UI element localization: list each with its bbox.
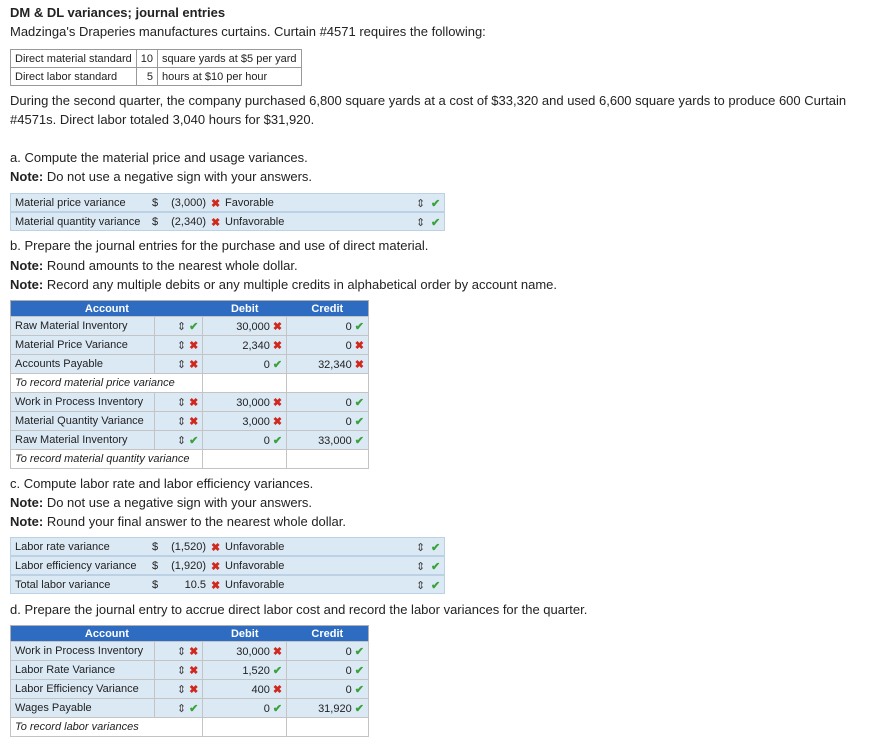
- variance-amount-input[interactable]: (1,920): [171, 560, 206, 572]
- variance-amount-input[interactable]: 10.5: [184, 579, 206, 591]
- account-select[interactable]: Material Quantity Variance: [11, 412, 155, 431]
- account-status: [155, 393, 203, 412]
- part-c-note-2: Note: Round your final answer to the nearest whole dollar.: [10, 514, 347, 529]
- updown-icon[interactable]: ⇕: [416, 542, 426, 554]
- part-b-note-2: Note: Record any multiple debits or any multiple credits in alphabetical order by account name.: [10, 277, 557, 292]
- journal-caption-row: [11, 718, 369, 737]
- credit-input[interactable]: [287, 393, 369, 412]
- part-d-journal-table: [10, 625, 369, 737]
- debit-value: 30,000: [236, 320, 270, 333]
- updown-icon[interactable]: ⇕: [416, 217, 426, 229]
- credit-input[interactable]: [287, 680, 369, 699]
- scenario-line-2: #4571s. Direct labor totaled 3,040 hours for $31,920.: [10, 112, 315, 127]
- credit-header: Credit: [287, 626, 369, 642]
- updown-icon[interactable]: ⇕: [416, 580, 426, 592]
- updown-icon[interactable]: ⇕: [176, 664, 187, 677]
- journal-row: [11, 680, 369, 699]
- credit-input[interactable]: [287, 661, 369, 680]
- check-icon: ✔: [189, 434, 199, 447]
- debit-value: 0: [263, 358, 270, 371]
- credit-value: 0: [345, 645, 352, 658]
- account-status: [155, 336, 203, 355]
- account-select[interactable]: Wages Payable: [11, 699, 155, 718]
- part-a-question: a. Compute the material price and usage variances.: [10, 150, 308, 165]
- check-icon: ✔: [272, 434, 283, 447]
- variance-row: [10, 212, 445, 231]
- check-icon: ✔: [272, 664, 283, 677]
- updown-icon[interactable]: ⇕: [176, 702, 187, 715]
- part-a-note: Note: Do not use a negative sign with your answers.: [10, 169, 313, 184]
- check-icon: ✔: [354, 683, 364, 696]
- credit-header: Credit: [287, 301, 369, 317]
- check-icon: ✔: [431, 198, 441, 210]
- debit-value: 0: [263, 434, 270, 447]
- x-icon: ✖: [354, 339, 364, 352]
- debit-input[interactable]: [203, 393, 287, 412]
- account-select[interactable]: Raw Material Inventory: [11, 317, 155, 336]
- credit-input[interactable]: [287, 317, 369, 336]
- journal-row: [11, 431, 369, 450]
- updown-icon[interactable]: ⇕: [416, 561, 426, 573]
- account-status: [155, 680, 203, 699]
- x-icon: ✖: [211, 561, 221, 573]
- updown-icon[interactable]: ⇕: [176, 358, 187, 371]
- x-icon: ✖: [211, 542, 221, 554]
- check-icon: ✔: [354, 434, 364, 447]
- debit-input[interactable]: [203, 431, 287, 450]
- x-icon: ✖: [189, 396, 199, 409]
- debit-header: Debit: [203, 626, 287, 642]
- empty-cell: [203, 374, 287, 393]
- part-b-question: b. Prepare the journal entries for the purchase and use of direct material.: [10, 238, 429, 253]
- x-icon: ✖: [189, 415, 199, 428]
- journal-row: [11, 355, 369, 374]
- check-icon: ✔: [272, 702, 283, 715]
- x-icon: ✖: [272, 320, 283, 333]
- x-icon: ✖: [272, 339, 283, 352]
- debit-value: 2,340: [242, 339, 270, 352]
- x-icon: ✖: [189, 683, 199, 696]
- part-d-question: d. Prepare the journal entry to accrue direct labor cost and record the labor variances for the quarter.: [10, 602, 588, 617]
- debit-input[interactable]: [203, 355, 287, 374]
- debit-value: 1,520: [242, 664, 270, 677]
- standard-desc: hours at $10 per hour: [158, 68, 302, 86]
- x-icon: ✖: [354, 358, 364, 371]
- x-icon: ✖: [272, 396, 283, 409]
- credit-value: 0: [345, 320, 352, 333]
- x-icon: ✖: [211, 217, 221, 229]
- x-icon: ✖: [272, 683, 283, 696]
- variance-amount-input[interactable]: (2,340): [171, 216, 206, 228]
- check-icon: ✔: [189, 702, 199, 715]
- scenario-line-1: During the second quarter, the company purchased 6,800 square yards at a cost of $33,320 and used 6,600 square yards to produce 600 Curtain: [10, 93, 847, 108]
- variance-label: Labor efficiency variance: [15, 560, 137, 572]
- check-icon: ✔: [354, 702, 364, 715]
- account-select[interactable]: Labor Efficiency Variance: [11, 680, 155, 699]
- variance-result-select[interactable]: Unfavorable: [225, 560, 285, 572]
- variance-row: [10, 575, 445, 594]
- credit-input[interactable]: [287, 336, 369, 355]
- account-header: Account: [11, 626, 203, 642]
- intro-text: Madzinga's Draperies manufactures curtains. Curtain #4571 requires the following:: [10, 24, 486, 39]
- updown-icon[interactable]: ⇕: [176, 415, 187, 428]
- empty-cell: [203, 718, 287, 737]
- account-select[interactable]: Labor Rate Variance: [11, 661, 155, 680]
- debit-input[interactable]: [203, 412, 287, 431]
- debit-input[interactable]: [203, 336, 287, 355]
- credit-value: 0: [345, 339, 352, 352]
- credit-value: 0: [345, 664, 352, 677]
- check-icon: ✔: [431, 217, 441, 229]
- x-icon: ✖: [272, 415, 283, 428]
- check-icon: ✔: [354, 396, 364, 409]
- dollar-sign: $: [152, 560, 159, 572]
- debit-input[interactable]: [203, 317, 287, 336]
- check-icon: ✔: [354, 664, 364, 677]
- part-b-journal-table: [10, 300, 369, 469]
- x-icon: ✖: [189, 664, 199, 677]
- x-icon: ✖: [211, 198, 221, 210]
- part-c-question: c. Compute labor rate and labor efficiency variances.: [10, 476, 314, 491]
- standard-row: [11, 50, 302, 68]
- part-c-note-1: Note: Do not use a negative sign with your answers.: [10, 495, 313, 510]
- debit-input[interactable]: [203, 661, 287, 680]
- standard-row: [11, 68, 302, 86]
- x-icon: ✖: [272, 645, 283, 658]
- updown-icon[interactable]: ⇕: [176, 645, 187, 658]
- credit-value: 31,920: [318, 702, 352, 715]
- check-icon: ✔: [431, 580, 441, 592]
- updown-icon[interactable]: ⇕: [176, 320, 187, 333]
- debit-input[interactable]: [203, 699, 287, 718]
- journal-row: [11, 393, 369, 412]
- journal-row: [11, 317, 369, 336]
- variance-result-select[interactable]: Unfavorable: [225, 579, 285, 591]
- variance-row: [10, 193, 445, 212]
- debit-value: 30,000: [236, 645, 270, 658]
- journal-caption-row: [11, 450, 369, 469]
- journal-row: [11, 336, 369, 355]
- entry-description: To record material price variance: [11, 374, 203, 393]
- variance-result-select[interactable]: Favorable: [225, 197, 274, 209]
- empty-cell: [287, 374, 369, 393]
- debit-value: 0: [263, 702, 270, 715]
- variance-result-select[interactable]: Unfavorable: [225, 216, 285, 228]
- check-icon: ✔: [354, 320, 364, 333]
- check-icon: ✔: [272, 358, 283, 371]
- part-b-note-1: Note: Round amounts to the nearest whole dollar.: [10, 258, 298, 273]
- check-icon: ✔: [431, 542, 441, 554]
- x-icon: ✖: [189, 339, 199, 352]
- account-status: [155, 355, 203, 374]
- debit-header: Debit: [203, 301, 287, 317]
- credit-value: 33,000: [318, 434, 352, 447]
- account-select[interactable]: Material Price Variance: [11, 336, 155, 355]
- journal-caption-row: [11, 374, 369, 393]
- variance-label: Material quantity variance: [15, 216, 141, 228]
- updown-icon[interactable]: ⇕: [176, 434, 187, 447]
- debit-value: 400: [251, 683, 270, 696]
- credit-input[interactable]: [287, 642, 369, 661]
- account-select[interactable]: Work in Process Inventory: [11, 393, 155, 412]
- debit-value: 3,000: [242, 415, 270, 428]
- dollar-sign: $: [152, 216, 159, 228]
- credit-input[interactable]: [287, 412, 369, 431]
- variance-label: Labor rate variance: [15, 541, 110, 553]
- check-icon: ✔: [354, 645, 364, 658]
- account-select[interactable]: Work in Process Inventory: [11, 642, 155, 661]
- check-icon: ✔: [431, 561, 441, 573]
- account-status: [155, 661, 203, 680]
- x-icon: ✖: [189, 358, 199, 371]
- credit-input[interactable]: [287, 699, 369, 718]
- credit-value: 0: [345, 415, 352, 428]
- debit-input[interactable]: [203, 642, 287, 661]
- x-icon: ✖: [211, 580, 221, 592]
- standards-table: [10, 49, 302, 86]
- journal-row: [11, 699, 369, 718]
- journal-row: [11, 661, 369, 680]
- account-status: [155, 412, 203, 431]
- updown-icon[interactable]: ⇕: [176, 683, 187, 696]
- credit-value: 0: [345, 683, 352, 696]
- variance-row: [10, 556, 445, 575]
- credit-input[interactable]: [287, 431, 369, 450]
- credit-value: 32,340: [318, 358, 352, 371]
- variance-amount-input[interactable]: (3,000): [171, 197, 206, 209]
- empty-cell: [203, 450, 287, 469]
- dollar-sign: $: [152, 541, 159, 553]
- account-status: [155, 431, 203, 450]
- check-icon: ✔: [189, 320, 199, 333]
- updown-icon[interactable]: ⇕: [176, 396, 187, 409]
- account-select[interactable]: Accounts Payable: [11, 355, 155, 374]
- standard-desc: square yards at $5 per yard: [158, 50, 302, 68]
- updown-icon[interactable]: ⇕: [176, 339, 187, 352]
- check-icon: ✔: [354, 415, 364, 428]
- credit-value: 0: [345, 396, 352, 409]
- account-status: [155, 642, 203, 661]
- variance-row: [10, 537, 445, 556]
- debit-value: 30,000: [236, 396, 270, 409]
- entry-description: To record labor variances: [11, 718, 203, 737]
- standard-qty: 10: [136, 50, 157, 68]
- updown-icon[interactable]: ⇕: [416, 198, 426, 210]
- standard-label: Direct material standard: [11, 50, 137, 68]
- journal-row: [11, 642, 369, 661]
- x-icon: ✖: [189, 645, 199, 658]
- dollar-sign: $: [152, 579, 159, 591]
- variance-label: Total labor variance: [15, 579, 111, 591]
- standard-label: Direct labor standard: [11, 68, 137, 86]
- standard-qty: 5: [136, 68, 157, 86]
- empty-cell: [287, 450, 369, 469]
- account-header: Account: [11, 301, 203, 317]
- journal-row: [11, 412, 369, 431]
- empty-cell: [287, 718, 369, 737]
- account-status: [155, 317, 203, 336]
- variance-result-select[interactable]: Unfavorable: [225, 541, 285, 553]
- entry-description: To record material quantity variance: [11, 450, 203, 469]
- credit-input[interactable]: [287, 355, 369, 374]
- debit-input[interactable]: [203, 680, 287, 699]
- variance-amount-input[interactable]: (1,520): [171, 541, 206, 553]
- account-status: [155, 699, 203, 718]
- variance-label: Material price variance: [15, 197, 126, 209]
- problem-title: DM & DL variances; journal entries: [10, 5, 226, 20]
- dollar-sign: $: [152, 197, 159, 209]
- account-select[interactable]: Raw Material Inventory: [11, 431, 155, 450]
